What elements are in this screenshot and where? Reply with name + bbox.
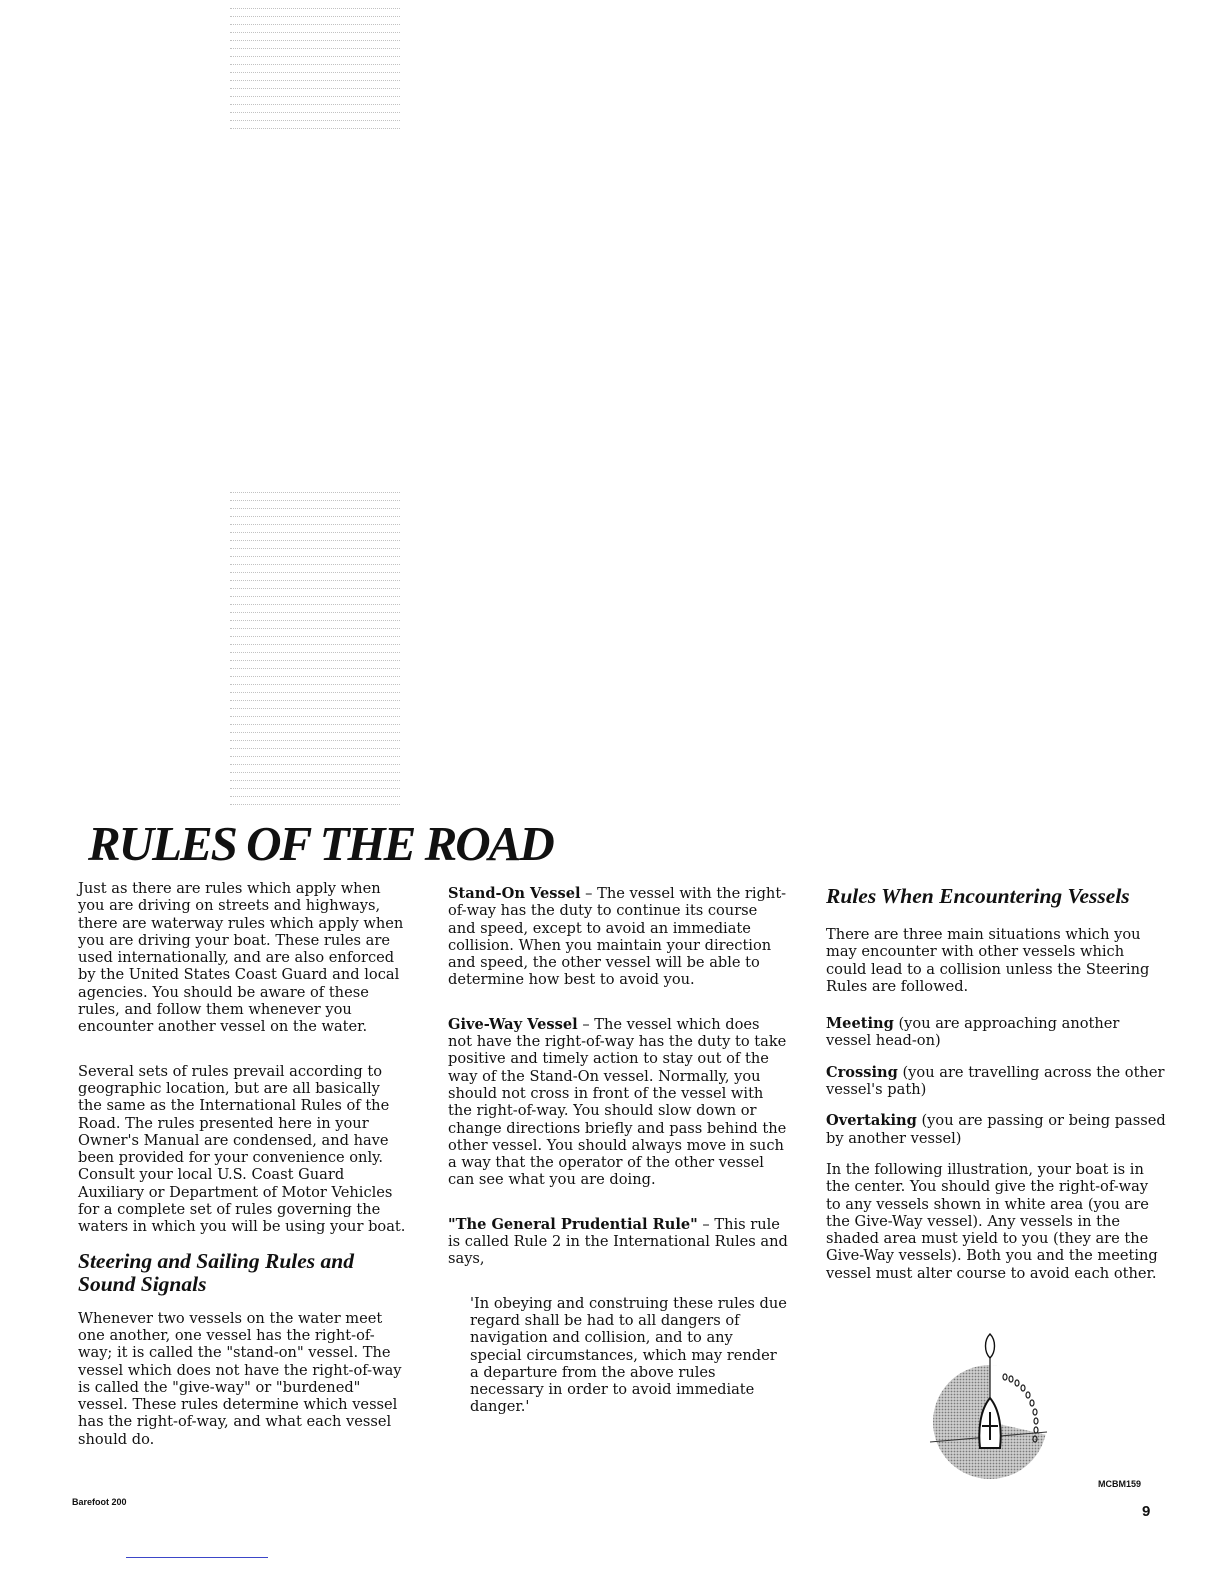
scan-speckle-middle	[230, 488, 400, 812]
encountering-vessels-heading: Rules When Encountering Vessels	[826, 884, 1130, 908]
meeting-item	[826, 1015, 1166, 1050]
column-right	[826, 885, 1166, 1282]
stand-on-definition-paragraph: Whenever two vessels on the water meet one another, one vessel has the right-of-way; it is called the "stand-on" vessel. The vessel which does not have the right-of-way is called the "give-way" or "burdened" vessel. These rules determine which vessel has the right-of-way, and what each vessel should do.	[78, 1309, 402, 1448]
footer-model-label: Barefoot 200	[72, 1497, 127, 1507]
rules-sets-paragraph: Several sets of rules prevail according to geographic location, but are all basically the same as the International Rules of the Road. The rules presented here in your Owner's Manual are condensed, and have been provided for your convenience only. Consult your local U.S. Coast Guard Auxiliary or Department of Motor Vehicles for a complete set of rules governing the waters in which you will be using your boat.	[78, 1062, 406, 1236]
prudential-rule-text: – This rule is called Rule 2 in the International Rules and says,	[448, 1215, 788, 1268]
stand-on-text: – The vessel with the right-of-way has the duty to continue its course and speed, except to avoid an immediate collision. When you maintain your direction and speed, the other vessel will be able to determine how best to avoid you.	[448, 885, 787, 989]
meeting-term: Meeting	[826, 1015, 894, 1033]
overtaking-text: (you are passing or being passed by another vessel)	[826, 1112, 1166, 1147]
footer-rule-line	[126, 1557, 268, 1558]
prudential-rule-paragraph	[448, 1216, 788, 1268]
intro-paragraph: Just as there are rules which apply when you are driving on streets and highways, there are waterway rules which apply when you are driving your boat. These rules are used internationally, and are also enforced by the United States Coast Guard and local agencies. You should be aware of these rules, and follow them whenever you encounter another vessel on the water.	[78, 880, 404, 1036]
scan-speckle-top	[230, 4, 400, 136]
column-middle	[448, 885, 788, 1416]
stand-on-paragraph	[448, 885, 788, 989]
crossing-item	[826, 1064, 1166, 1099]
give-way-term: Give-Way Vessel	[448, 1015, 578, 1033]
illustration-paragraph: In the following illustration, your boat is in the center. You should give the right-of-way to any vessels shown in white area (you are the Give-Way vessel). Any vessels in the shaded area must yield to you (they are the Give-Way vessels). Both you and the meeting vessel must alter course to avoid each other.	[826, 1160, 1158, 1282]
overtaking-item	[826, 1112, 1166, 1147]
column-left	[78, 880, 408, 1448]
prudential-rule-term: "The General Prudential Rule"	[448, 1215, 698, 1233]
right-of-way-diagram	[920, 1330, 1070, 1480]
overtaking-term: Overtaking	[826, 1112, 917, 1130]
give-way-text: – The vessel which does not have the right-of-way has the duty to take positive and timely action to stay out of the way of the Stand-On vessel. Normally, you should not cross in front of the vessel with the right-of-way. You should slow down or change directions briefly and pass behind the other vessel. You should always move in such a way that the operator of the other vessel can see what you are doing.	[448, 1015, 787, 1189]
steering-rules-heading: Steering and Sailing Rules and Sound Signals	[78, 1248, 354, 1296]
meeting-text: (you are approaching another vessel head-on)	[826, 1015, 1120, 1050]
page-title: RULES OF THE ROAD	[88, 816, 553, 871]
give-way-paragraph	[448, 1016, 788, 1189]
stand-on-term: Stand-On Vessel	[448, 885, 581, 902]
situations-intro: There are three main situations which you may encounter with other vessels which could lead to a collision unless the Steering Rules are followed.	[826, 926, 1150, 995]
rule-2-quote: 'In obeying and construing these rules due regard shall be had to all dangers of navigation and collision, and to any special circumstances, which may render a departure from the above rules necessary in order to avoid immediate danger.'	[470, 1294, 787, 1416]
figure-code: MCBM159	[1098, 1479, 1142, 1489]
crossing-text: (you are travelling across the other vessel's path)	[826, 1063, 1165, 1099]
page-number: 9	[1142, 1503, 1151, 1520]
mast-light-marker	[986, 1334, 995, 1358]
crossing-term: Crossing	[826, 1063, 898, 1081]
